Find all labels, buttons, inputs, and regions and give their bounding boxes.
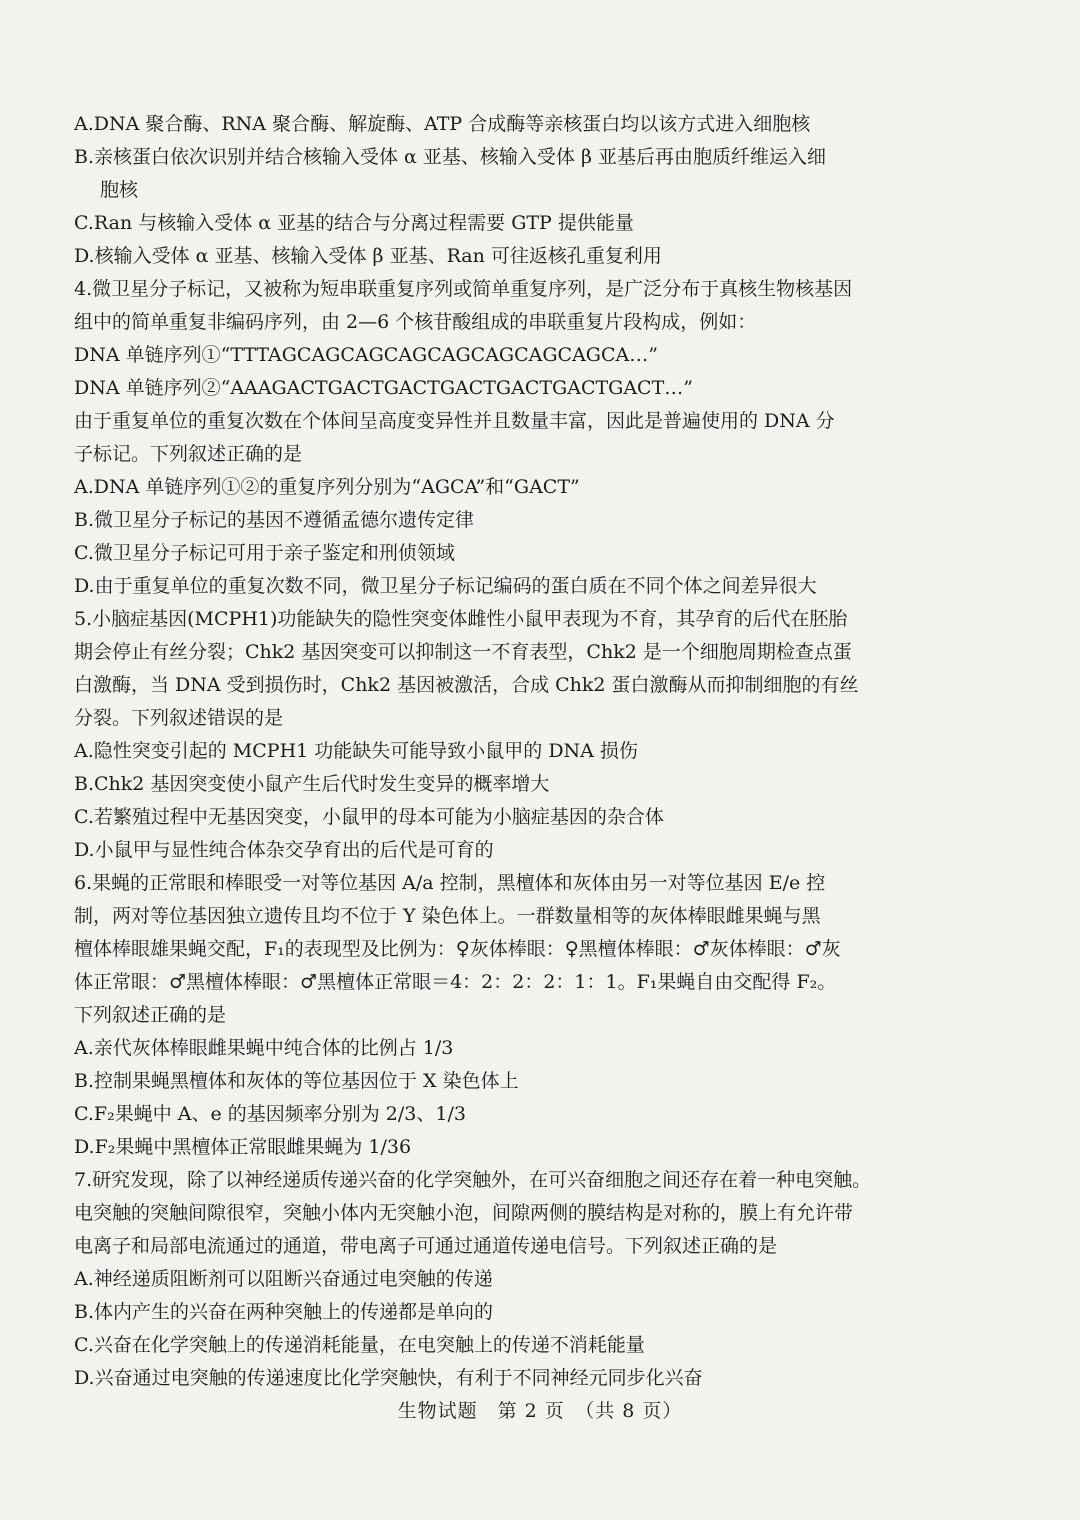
option-7d: D.兴奋通过电突触的传递速度比化学突触快，有利于不同神经元同步化兴奋 bbox=[74, 1367, 703, 1389]
option-5d: D.小鼠甲与显性纯合体杂交孕育出的后代是可育的 bbox=[74, 839, 494, 861]
option-4a: A.DNA 单链序列①②的重复序列分别为“AGCA”和“GACT” bbox=[74, 476, 580, 498]
option-4b: B.微卫星分子标记的基因不遵循孟德尔遗传定律 bbox=[74, 509, 475, 531]
question-6-stem-line: 6.果蝇的正常眼和棒眼受一对等位基因 A/a 控制，黑檀体和灰体由另一对等位基因 E/e 控 bbox=[74, 872, 826, 894]
question-7-stem-line: 7.研究发现，除了以神经递质传递兴奋的化学突触外，在可兴奋细胞之间还存在着一种电突触。 bbox=[74, 1169, 872, 1191]
question-6-stem-line: 檀体棒眼雄果蝇交配，F₁的表现型及比例为：♀灰体棒眼：♀黑檀体棒眼：♂灰体棒眼：♂灰 bbox=[74, 938, 841, 960]
question-6 bbox=[74, 867, 930, 1164]
question-6-stem-line: 体正常眼：♂黑檀体棒眼：♂黑檀体正常眼＝4：2：2：2：1：1。F₁果蝇自由交配得 F₂。 bbox=[74, 971, 837, 993]
question-4 bbox=[74, 273, 930, 603]
question-5 bbox=[74, 603, 930, 867]
option-3b: B.亲核蛋白依次识别并结合核输入受体 α 亚基、核输入受体 β 亚基后再由胞质纤维运入细 bbox=[74, 146, 826, 168]
option-6b: B.控制果蝇黑檀体和灰体的等位基因位于 X 染色体上 bbox=[74, 1070, 519, 1092]
question-7-stem-line: 电突触的突触间隙很窄，突触小体内无突触小泡，间隙两侧的膜结构是对称的，膜上有允许带 bbox=[74, 1202, 854, 1224]
question-4-stem-line: DNA 单链序列①“TTTAGCAGCAGCAGCAGCAGCAGCAGCA…” bbox=[74, 344, 658, 366]
option-5b: B.Chk2 基因突变使小鼠产生后代时发生变异的概率增大 bbox=[74, 773, 550, 795]
option-5c: C.若繁殖过程中无基因突变，小鼠甲的母本可能为小脑症基因的杂合体 bbox=[74, 806, 664, 828]
option-3c: C.Ran 与核输入受体 α 亚基的结合与分离过程需要 GTP 提供能量 bbox=[74, 212, 634, 234]
question-5-stem-line: 白激酶，当 DNA 受到损伤时，Chk2 基因被激活，合成 Chk2 蛋白激酶从而抑制细胞的有丝 bbox=[74, 674, 859, 696]
question-3-options bbox=[74, 108, 930, 273]
option-7a: A.神经递质阻断剂可以阻断兴奋通过电突触的传递 bbox=[74, 1268, 493, 1290]
question-6-stem-line: 下列叙述正确的是 bbox=[74, 1004, 227, 1026]
question-4-stem-line: DNA 单链序列②“AAAGACTGACTGACTGACTGACTGACTGACT…” bbox=[74, 377, 693, 399]
question-4-stem-line: 4.微卫星分子标记，又被称为短串联重复序列或简单重复序列，是广泛分布于真核生物核基因 bbox=[74, 278, 853, 300]
question-7 bbox=[74, 1164, 930, 1395]
option-6c: C.F₂果蝇中 A、e 的基因频率分别为 2/3、1/3 bbox=[74, 1103, 466, 1125]
option-6d: D.F₂果蝇中黑檀体正常眼雌果蝇为 1/36 bbox=[74, 1136, 412, 1158]
option-7b: B.体内产生的兴奋在两种突触上的传递都是单向的 bbox=[74, 1301, 494, 1323]
option-3a: A.DNA 聚合酶、RNA 聚合酶、解旋酶、ATP 合成酶等亲核蛋白均以该方式进入细胞核 bbox=[74, 113, 811, 135]
option-7c: C.兴奋在化学突触上的传递消耗能量，在电突触上的传递不消耗能量 bbox=[74, 1334, 645, 1356]
question-6-stem-line: 制，两对等位基因独立遗传且均不位于 Y 染色体上。一群数量相等的灰体棒眼雌果蝇与黑 bbox=[74, 905, 821, 927]
question-5-stem-line: 期会停止有丝分裂；Chk2 基因突变可以抑制这一不育表型，Chk2 是一个细胞周期检查点蛋 bbox=[74, 641, 852, 663]
option-3b-continued: 胞核 bbox=[100, 179, 139, 201]
question-4-stem-line: 子标记。下列叙述正确的是 bbox=[74, 443, 303, 465]
option-5a: A.隐性突变引起的 MCPH1 功能缺失可能导致小鼠甲的 DNA 损伤 bbox=[74, 740, 638, 762]
option-6a: A.亲代灰体棒眼雌果蝇中纯合体的比例占 1/3 bbox=[74, 1037, 454, 1059]
option-3d: D.核输入受体 α 亚基、核输入受体 β 亚基、Ran 可往返核孔重复利用 bbox=[74, 245, 662, 267]
option-4c: C.微卫星分子标记可用于亲子鉴定和刑侦领域 bbox=[74, 542, 455, 564]
question-5-stem-line: 5.小脑症基因(MCPH1)功能缺失的隐性突变体雌性小鼠甲表现为不育，其孕育的后代在胚胎 bbox=[74, 608, 848, 630]
page-footer: 生物试题 第 2 页 （共 8 页） bbox=[397, 1400, 683, 1422]
question-4-stem-line: 组中的简单重复非编码序列，由 2—6 个核苷酸组成的串联重复片段构成，例如： bbox=[74, 311, 757, 333]
question-7-stem-line: 电离子和局部电流通过的通道，带电离子可通过通道传递电信号。下列叙述正确的是 bbox=[74, 1235, 778, 1257]
option-4d: D.由于重复单位的重复次数不同，微卫星分子标记编码的蛋白质在不同个体之间差异很大 bbox=[74, 575, 817, 597]
question-5-stem-line: 分裂。下列叙述错误的是 bbox=[74, 707, 284, 729]
question-4-stem-line: 由于重复单位的重复次数在个体间呈高度变异性并且数量丰富，因此是普遍使用的 DNA 分 bbox=[74, 410, 835, 432]
